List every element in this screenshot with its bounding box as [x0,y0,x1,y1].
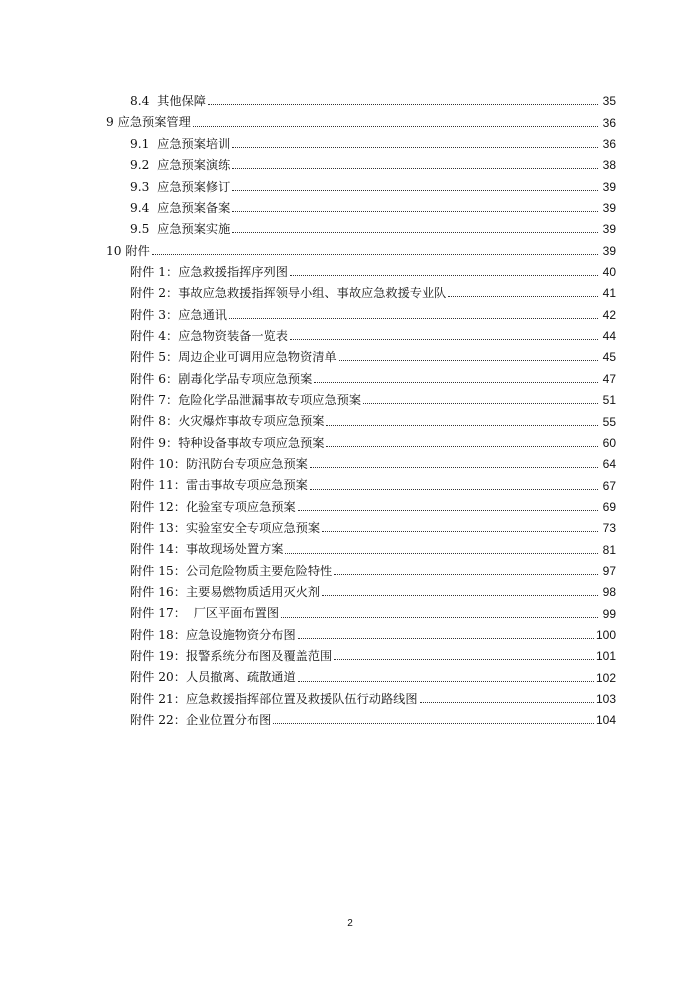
toc-entry-label: 附件 2：事故应急救援指挥领导小组、事故应急救援专业队 [130,286,447,301]
toc-entry-label: 附件 9：特种设备事故专项应急预案 [130,435,325,450]
toc-entry[interactable] [106,577,616,598]
toc-entry[interactable] [106,428,616,449]
toc-entry-label: 附件 19：报警系统分布图及覆盖范围 [130,649,333,664]
dot-leader [310,488,598,490]
toc-entry-label: 9.3 应急预案修订 [130,179,231,194]
toc-entry-page: 45 [602,350,616,365]
toc-entry-label: 附件 4：应急物资装备一览表 [130,328,288,343]
toc-entry[interactable] [106,107,616,128]
toc-entry-page: 100 [595,627,616,642]
toc-entry-page: 40 [602,265,616,280]
toc-entry[interactable] [106,150,616,171]
page-number: 2 [347,918,353,929]
toc-entry[interactable] [106,171,616,192]
toc-entry-page: 67 [602,478,616,493]
toc-entry[interactable] [106,193,616,214]
toc-entry-label: 9.5 应急预案实施 [130,222,231,237]
toc-entry[interactable] [106,129,616,150]
dot-leader [420,701,594,703]
dot-leader [232,231,598,233]
toc-entry-page: 69 [602,499,616,514]
toc-entry-label: 附件 22：企业位置分布图 [130,713,272,728]
dot-leader [285,552,598,554]
toc-entry-page: 73 [602,521,616,536]
toc-entry-page: 36 [602,115,616,130]
dot-leader [193,125,598,127]
toc-entry-label: 10 附件 [106,243,150,258]
toc-entry-page: 44 [602,329,616,344]
toc-entry-page: 39 [602,222,616,237]
toc-entry-page: 55 [602,414,616,429]
toc-entry-page: 38 [602,158,616,173]
dot-leader [339,359,598,361]
toc-entry[interactable] [106,620,616,641]
toc-entry-label: 附件 21：应急救援指挥部位置及救援队伍行动路线图 [130,691,418,706]
dot-leader [229,317,598,319]
toc-entry-page: 104 [595,713,616,728]
toc-entry-page: 35 [602,94,616,109]
dot-leader [232,189,598,191]
toc-entry[interactable] [106,470,616,491]
toc-entry[interactable] [106,534,616,555]
toc-entry-label: 附件 16：主要易燃物质适用灭火剂 [130,585,321,600]
dot-leader [334,573,598,575]
dot-leader [310,466,598,468]
toc-entry-page: 47 [602,371,616,386]
toc-entry[interactable] [106,513,616,534]
dot-leader [290,338,598,340]
toc-entry-page: 101 [595,649,616,664]
toc-entry-page: 36 [602,137,616,152]
dot-leader [208,103,598,105]
toc-entry-page: 103 [595,691,616,706]
toc-entry-page: 51 [602,393,616,408]
dot-leader [290,274,598,276]
toc-entry[interactable] [106,342,616,363]
dot-leader [232,210,598,212]
dot-leader [322,530,598,532]
toc-entry[interactable] [106,492,616,513]
dot-leader [232,146,598,148]
dot-leader [326,445,598,447]
toc-entry-label: 附件 20：人员撤离、疏散通道 [130,670,296,685]
toc-entry-label: 9.2 应急预案演练 [130,158,231,173]
toc-entry-page: 39 [602,179,616,194]
dot-leader [273,722,594,724]
toc-entry-page: 60 [602,435,616,450]
dot-leader [334,658,594,660]
toc-entry-label: 附件 13：实验室安全专项应急预案 [130,521,321,536]
toc-entry-label: 附件 3：应急通讯 [130,307,227,322]
dot-leader [363,402,598,404]
dot-leader [232,167,598,169]
toc-entry-label: 附件 7：危险化学品泄漏事故专项应急预案 [130,392,362,407]
toc-entry-page: 99 [602,606,616,621]
toc-entry-label: 8.4 其他保障 [130,94,206,109]
toc-entry[interactable] [106,662,616,683]
toc-entry-label: 附件 10：防汛防台专项应急预案 [130,456,308,471]
dot-leader [281,616,598,618]
toc-entry[interactable] [106,278,616,299]
toc-entry[interactable] [106,363,616,384]
toc-entry[interactable] [106,641,616,662]
toc-entry[interactable] [106,449,616,470]
dot-leader [314,381,598,383]
toc-entry[interactable] [106,321,616,342]
toc-entry-label: 附件 6：剧毒化学品专项应急预案 [130,371,313,386]
toc-entry[interactable] [106,257,616,278]
toc-entry-label: 9.4 应急预案备案 [130,200,231,215]
toc-entry[interactable] [106,235,616,256]
dot-leader [298,637,594,639]
dot-leader [152,253,598,255]
toc-entry-label: 附件 18：应急设施物资分布图 [130,627,296,642]
toc-entry-label: 附件 8：火灾爆炸事故专项应急预案 [130,414,325,429]
toc-entry[interactable] [106,705,616,726]
toc-entry-label: 附件 1：应急救援指挥序列图 [130,264,288,279]
toc-entry-page: 81 [602,542,616,557]
toc-entry-label: 附件 5：周边企业可调用应急物资清单 [130,350,337,365]
toc-entry-page: 42 [602,307,616,322]
toc-entry[interactable] [106,385,616,406]
table-of-contents [106,86,616,726]
toc-entry-label: 附件 14：事故现场处置方案 [130,542,284,557]
toc-entry-label: 9.1 应急预案培训 [130,136,231,151]
toc-entry-label: 附件 11：雷击事故专项应急预案 [130,478,308,493]
toc-entry-label: 9 应急预案管理 [106,115,191,130]
toc-entry[interactable] [106,214,616,235]
toc-entry-label: 附件 12：化验室专项应急预案 [130,499,296,514]
dot-leader [298,509,598,511]
toc-entry[interactable] [106,556,616,577]
dot-leader [326,424,598,426]
toc-entry-page: 64 [602,457,616,472]
toc-entry-page: 98 [602,585,616,600]
dot-leader [298,680,594,682]
toc-entry[interactable] [106,406,616,427]
toc-entry-page: 39 [602,201,616,216]
dot-leader [448,295,598,297]
toc-entry[interactable] [106,598,616,619]
dot-leader [322,594,598,596]
toc-entry-page: 97 [602,563,616,578]
toc-entry[interactable] [106,299,616,320]
toc-entry-page: 39 [602,243,616,258]
toc-entry-page: 41 [602,286,616,301]
toc-entry-page: 102 [595,670,616,685]
toc-entry-label: 附件 17： 厂区平面布置图 [130,606,280,621]
toc-entry[interactable] [106,684,616,705]
toc-entry-label: 附件 15：公司危险物质主要危险特性 [130,563,333,578]
toc-entry[interactable] [106,86,616,107]
